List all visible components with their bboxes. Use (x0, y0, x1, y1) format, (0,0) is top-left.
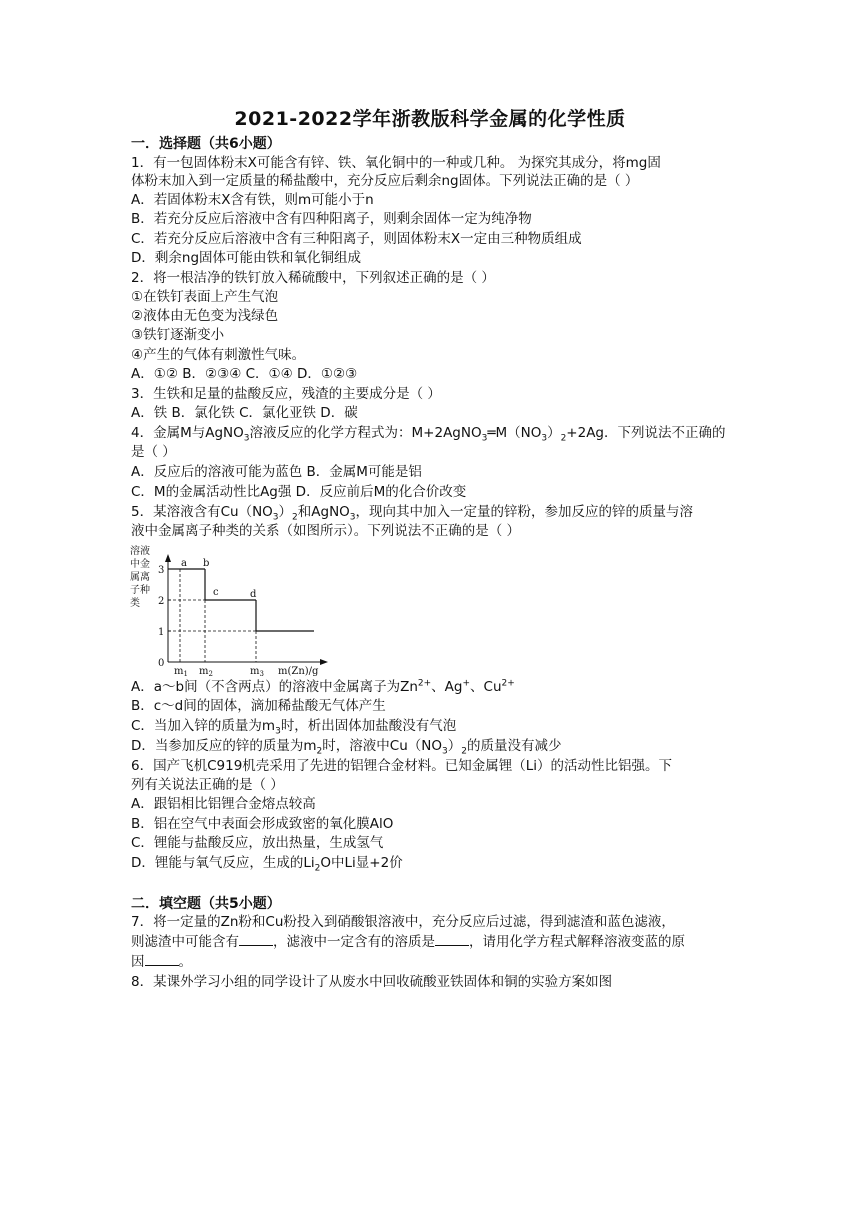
q6-option-d: D．锂能与氧气反应，生成的$Li_2O$中Li显+2价 (131, 855, 403, 874)
q5-option-a: A．a～b间（不含两点）的溶液中金属离子为$Zn^{2+}$、Ag+、$Cu^{2+}$ (131, 678, 515, 695)
point-label: c (213, 587, 219, 598)
q3-stem: 3．生铁和足量的盐酸反应，残渣的主要成分是（ ） (131, 386, 441, 402)
section-heading-choice: 一．选择题（共6小题） (131, 136, 281, 152)
q2-statement-1: ①在铁钉表面上产生气泡 (131, 289, 279, 305)
y-tick-label: 2 (158, 596, 165, 607)
q2-statement-2: ②液体由无色变为浅绿色 (131, 308, 279, 324)
q1-stem-line1: 1．有一包固体粉末X可能含有锌、铁、氧化铜中的一种或几种。 为探究其成分，将mg固 (131, 155, 661, 171)
q4-stem-line2: 是（ ） (131, 444, 176, 460)
q1-stem-line2: 体粉末加入到一定质量的稀盐酸中，充分反应后剩余ng固体。下列说法正确的是（ ） (131, 173, 639, 189)
q6-stem-line2: 列有关说法正确的是（ ） (131, 777, 284, 793)
answer-blank[interactable] (145, 953, 179, 966)
q2-stem: 2．将一根洁净的铁钉放入稀硫酸中，下列叙述正确的是（ ） (131, 270, 495, 286)
q6-option-b: B．铝在空气中表面会形成致密的氧化膜AlO (131, 816, 394, 832)
y-axis-arrow (165, 554, 171, 562)
q7-stem-line1: 7．将一定量的Zn粉和Cu粉投入到硝酸银溶液中，充分反应后过滤，得到滤渣和蓝色滤液， (131, 914, 675, 930)
chart-ylabel-5: 类 (130, 598, 140, 609)
y-tick-label: 1 (158, 627, 165, 638)
q2-statement-3: ③铁钉逐渐变小 (131, 327, 225, 343)
q4-stem-line1: 4．金属M与AgNO$_3$溶液反应的化学方程式为：$M+2AgNO_3═M(NO_3)_2+2Ag$．下列说法不正确的 (131, 425, 726, 444)
q8-stem-line1: 8．某课外学习小组的同学设计了从废水中回收硫酸亚铁固体和铜的实验方案如图 (131, 974, 613, 990)
point-label: b (203, 558, 210, 569)
q5-option-d: D．当参加反应的锌的质量为$m_2$时，溶液中$Cu(NO_3)_2$的质量没有减少 (131, 738, 562, 757)
chart-plot (130, 544, 328, 676)
x-tick-label: $m_2$ (199, 666, 213, 676)
point-label: d (250, 589, 257, 600)
x-axis-arrow (320, 659, 328, 665)
page-title: 2021-2022学年浙教版科学金属的化学性质 (234, 108, 626, 130)
q3-options: A．铁 B．氯化铁 C．氯化亚铁 D．碳 (131, 405, 358, 421)
q5-stem-line1: 5．某溶液含有$Cu(NO_3)_2$和AgNO$_3$，现向其中加入一定量的锌粉，参加反应的锌的质量与溶 (131, 504, 694, 523)
q7-stem-line2: 则滤渣中可能含有 ，滤液中一定含有的溶质是 ，请用化学方程式解释溶液变蓝的原 (131, 934, 685, 950)
y-tick-label: 0 (158, 658, 165, 669)
y-tick-label: 3 (158, 565, 165, 576)
q2-statement-4: ④产生的气体有刺激性气味。 (131, 347, 306, 363)
q6-option-c: C．锂能与盐酸反应，放出热量，生成氢气 (131, 835, 384, 851)
q6-stem-line1: 6．国产飞机C919机壳采用了先进的铝锂合金材料。已知金属锂（Li）的活动性比铝强。下 (131, 758, 673, 774)
chart-ylabel-2: 中金 (130, 559, 150, 570)
chart-ylabel-1: 溶液 (130, 546, 150, 557)
chart-ylabel-3: 属离 (130, 572, 150, 583)
x-axis-label: m(Zn)/g (278, 666, 319, 676)
q5-stem-line2: 液中金属离子种类的关系（如图所示）。下列说法不正确的是（ ） (131, 523, 521, 539)
q1-option-b: B．若充分反应后溶液中含有四种阳离子，则剩余固体一定为纯净物 (131, 211, 532, 227)
q1-option-a: A．若固体粉末X含有铁，则m可能小于n (131, 192, 374, 208)
q7-stem-line3: 因 。 (131, 954, 192, 970)
q1-option-d: D．剩余ng固体可能由铁和氧化铜组成 (131, 250, 362, 266)
section-heading-fill: 二．填空题（共5小题） (131, 896, 281, 912)
q5-option-b: B．c～d间的固体，滴加稀盐酸无气体产生 (131, 698, 386, 714)
answer-blank[interactable] (239, 933, 273, 946)
point-label: a (181, 558, 187, 569)
x-tick-label: $m_1$ (174, 666, 188, 676)
q4-options-cd: C．M的金属活动性比Ag强 D．反应前后M的化合价改变 (131, 484, 467, 500)
q2-options: A．①② B．②③④ C．①④ D．①②③ (131, 366, 358, 382)
answer-blank[interactable] (435, 933, 469, 946)
q1-option-c: C．若充分反应后溶液中含有三种阳离子，则固体粉末X一定由三种物质组成 (131, 231, 582, 247)
x-tick-label: $m_3$ (250, 666, 264, 676)
q6-option-a: A．跟铝相比铝锂合金熔点较高 (131, 796, 316, 812)
ion-species-chart (128, 544, 338, 676)
q4-options-ab: A．反应后的溶液可能为蓝色 B．金属M可能是铝 (131, 464, 422, 480)
q5-option-c: C．当加入锌的质量为$m_3$时，析出固体加盐酸没有气泡 (131, 718, 457, 737)
chart-ylabel-4: 子种 (130, 585, 150, 596)
